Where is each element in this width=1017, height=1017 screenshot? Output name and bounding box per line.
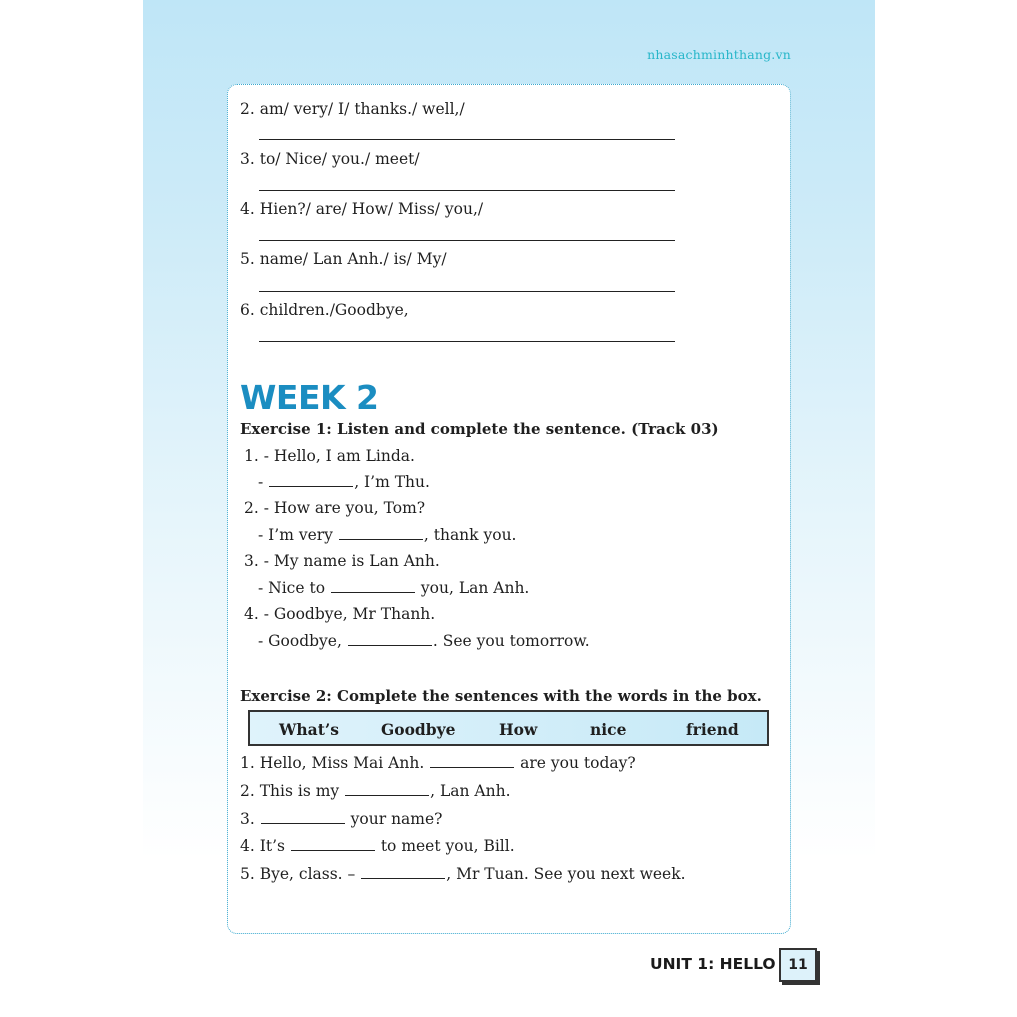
reorder-item-6: 6. children./Goodbye, xyxy=(240,301,409,319)
ex2-item-2: 2. This is my , Lan Anh. xyxy=(240,782,511,800)
exercise-2-title: Exercise 2: Complete the sentences with the words in the box. xyxy=(240,687,762,705)
fill-blank[interactable] xyxy=(339,527,423,540)
ex1-line-8: - Goodbye, . See you tomorrow. xyxy=(258,632,590,650)
ex1-line-7: 4. - Goodbye, Mr Thanh. xyxy=(244,605,436,623)
reorder-item-3: 3. to/ Nice/ you./ meet/ xyxy=(240,150,420,168)
fill-blank[interactable] xyxy=(345,783,429,796)
reorder-item-4: 4. Hien?/ are/ How/ Miss/ you,/ xyxy=(240,200,484,218)
fill-blank[interactable] xyxy=(331,580,415,593)
answer-line xyxy=(259,190,675,191)
fill-blank[interactable] xyxy=(430,755,514,768)
page-number: 11 xyxy=(779,948,817,982)
ex2-item-5: 5. Bye, class. – , Mr Tuan. See you next week. xyxy=(240,865,686,883)
word-box-item: nice xyxy=(590,720,627,739)
ex1-line-1: 1. - Hello, I am Linda. xyxy=(244,447,415,465)
word-box-item: What’s xyxy=(279,720,340,739)
ex2-item-1: 1. Hello, Miss Mai Anh. are you today? xyxy=(240,754,636,772)
ex1-line-2: - , I’m Thu. xyxy=(258,473,430,491)
word-box-item: How xyxy=(499,720,538,739)
fill-blank[interactable] xyxy=(291,838,375,851)
ex1-line-4: - I’m very , thank you. xyxy=(258,526,517,544)
answer-line xyxy=(259,139,675,140)
reorder-item-2: 2. am/ very/ I/ thanks./ well,/ xyxy=(240,100,465,118)
fill-blank[interactable] xyxy=(261,811,345,824)
week-heading: WEEK 2 xyxy=(240,378,379,417)
exercise-1-title: Exercise 1: Listen and complete the sentence. (Track 03) xyxy=(240,420,719,438)
fill-blank[interactable] xyxy=(348,633,432,646)
answer-line xyxy=(259,240,675,241)
reorder-item-5: 5. name/ Lan Anh./ is/ My/ xyxy=(240,250,447,268)
ex1-line-6: - Nice to you, Lan Anh. xyxy=(258,579,530,597)
ex1-line-5: 3. - My name is Lan Anh. xyxy=(244,552,440,570)
word-box-item: friend xyxy=(686,720,739,739)
ex2-item-4: 4. It’s to meet you, Bill. xyxy=(240,837,515,855)
fill-blank[interactable] xyxy=(269,474,353,487)
word-box xyxy=(248,710,769,746)
word-box-item: Goodbye xyxy=(381,720,456,739)
answer-line xyxy=(259,341,675,342)
answer-line xyxy=(259,291,675,292)
unit-title: UNIT 1: HELLO xyxy=(650,955,776,973)
site-watermark: nhasachminhthang.vn xyxy=(647,47,791,62)
ex2-item-3: 3. your name? xyxy=(240,810,443,828)
ex1-line-3: 2. - How are you, Tom? xyxy=(244,499,426,517)
fill-blank[interactable] xyxy=(361,866,445,879)
